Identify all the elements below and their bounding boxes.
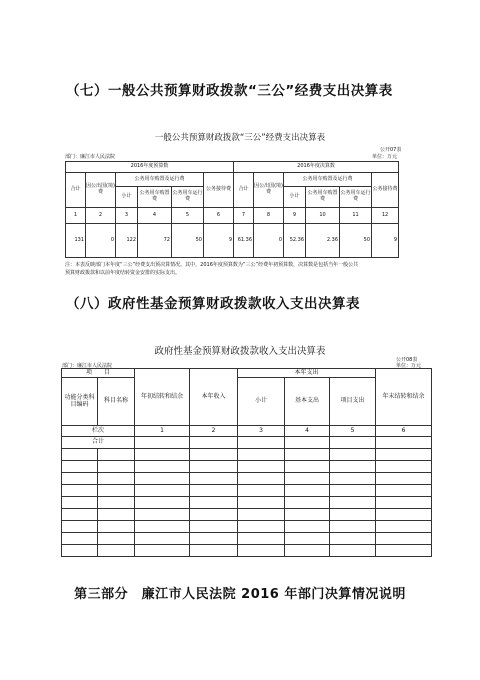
empty-cell bbox=[238, 437, 285, 449]
table-row bbox=[62, 521, 432, 533]
header-basic: 基本支出 bbox=[285, 378, 330, 426]
value-cell: 50 bbox=[172, 224, 204, 258]
value-cell: 2.36 bbox=[306, 224, 340, 258]
header-func-code: 功能分类科目编码 bbox=[62, 378, 98, 426]
table-row bbox=[62, 509, 432, 521]
col-number: 3 bbox=[116, 208, 138, 224]
table-row bbox=[62, 449, 432, 461]
col-number: 1 bbox=[66, 208, 86, 224]
table-row bbox=[62, 473, 432, 485]
header-project: 项目支出 bbox=[330, 378, 376, 426]
table7-title: 一般公共预算财政拨款“三公”经费支出决算表 bbox=[154, 133, 326, 143]
header-total: 合计 bbox=[234, 173, 254, 208]
header-total: 合计 bbox=[66, 173, 86, 208]
row-index-label: 栏次 bbox=[62, 426, 135, 437]
empty-cell bbox=[330, 437, 376, 449]
header-subtotal: 小计 bbox=[284, 187, 306, 208]
value-cell: 52.36 bbox=[284, 224, 306, 258]
value-cell: 9 bbox=[204, 224, 234, 258]
value-cell: 131 bbox=[66, 224, 86, 258]
table-row bbox=[62, 533, 432, 545]
table-row bbox=[62, 485, 432, 497]
row-total-label: 合计 bbox=[62, 437, 135, 449]
col-number: 7 bbox=[234, 208, 254, 224]
col-number: 12 bbox=[372, 208, 399, 224]
header-subtotal: 小计 bbox=[116, 187, 138, 208]
col-index: 1 bbox=[135, 426, 190, 437]
value-cell: 9 bbox=[372, 224, 399, 258]
value-cell: 72 bbox=[138, 224, 172, 258]
value-cell: 0 bbox=[86, 224, 116, 258]
table-row bbox=[62, 461, 432, 473]
col-index: 2 bbox=[190, 426, 238, 437]
col-number: 9 bbox=[284, 208, 306, 224]
table7-note-line2: 预算财政拨款和以前年度结转资金安排的实际支出。 bbox=[65, 270, 181, 276]
header-vehicle-run: 公务用车运行费 bbox=[172, 187, 204, 208]
empty-cell bbox=[285, 437, 330, 449]
value-cell: 61.36 bbox=[234, 224, 254, 258]
col-index: 6 bbox=[376, 426, 432, 437]
part3-heading: 第三部分 廉江市人民法院 2016 年部门决算情况说明 bbox=[74, 587, 406, 602]
col-number: 6 bbox=[204, 208, 234, 224]
table8-form-no: 公开08表 bbox=[396, 357, 418, 363]
table7-note-line1: 注：本表反映部门本年度“三公”经费支出预决算情况。其中，2016年度预算数为“三公”经费年初预算数，决算数是包括当年一般公共 bbox=[65, 262, 359, 268]
col-number: 11 bbox=[340, 208, 372, 224]
table7-form-no: 公开07表 bbox=[380, 147, 402, 153]
header-vehicle-run: 公务用车运行费 bbox=[340, 187, 372, 208]
header-subject-name: 科目名称 bbox=[98, 378, 135, 426]
table8-title: 政府性基金预算财政拨款收入支出决算表 bbox=[154, 346, 326, 357]
col-number: 10 bbox=[306, 208, 340, 224]
table8-unit: 单位：万元 bbox=[396, 363, 422, 369]
value-cell: 0 bbox=[254, 224, 284, 258]
section7-heading: （七）一般公共预算财政拨款“三公”经费支出决算表 bbox=[66, 83, 393, 99]
table8 bbox=[61, 368, 432, 557]
header-vehicle-group: 公务用车购置及运行费 bbox=[284, 173, 372, 187]
header-vehicle-purchase: 公务用车购置费 bbox=[138, 187, 172, 208]
header-reception: 公务接待费 bbox=[372, 173, 399, 208]
header-item: 项 目 bbox=[62, 369, 135, 378]
header-reception: 公务接待费 bbox=[204, 173, 234, 208]
empty-cell bbox=[376, 437, 432, 449]
col-number: 8 bbox=[254, 208, 284, 224]
header-closing: 年末结转和结余 bbox=[376, 369, 432, 426]
table7-unit: 单位：万元 bbox=[372, 154, 398, 160]
empty-cell bbox=[190, 437, 238, 449]
value-cell: 122 bbox=[116, 224, 138, 258]
col-number: 5 bbox=[172, 208, 204, 224]
header-vehicle-purchase: 公务用车购置费 bbox=[306, 187, 340, 208]
table8-dept: 部门：廉江市人民法院 bbox=[62, 363, 113, 369]
col-number: 4 bbox=[138, 208, 172, 224]
header-subtotal: 小计 bbox=[238, 378, 285, 426]
table7-dept: 部门：廉江市人民法院 bbox=[65, 154, 116, 160]
empty-cell bbox=[135, 437, 190, 449]
table7 bbox=[65, 161, 399, 258]
value-cell: 50 bbox=[340, 224, 372, 258]
header-income: 本年收入 bbox=[190, 369, 238, 426]
header-vehicle-group: 公务用车购置及运行费 bbox=[116, 173, 204, 187]
table-row bbox=[62, 497, 432, 509]
header-opening: 年初结转和结余 bbox=[135, 369, 190, 426]
col-index: 5 bbox=[330, 426, 376, 437]
header-final-group: 2016年度决算数 bbox=[234, 162, 399, 173]
header-budget-group: 2016年度预算数 bbox=[66, 162, 234, 173]
col-index: 4 bbox=[285, 426, 330, 437]
header-abroad: 因公出国(境)费 bbox=[254, 173, 284, 208]
col-number: 2 bbox=[86, 208, 116, 224]
table-row bbox=[62, 545, 432, 557]
header-abroad: 因公出国(境)费 bbox=[86, 173, 116, 208]
section8-heading: （八）政府性基金预算财政拨款收入支出决算表 bbox=[66, 296, 360, 312]
header-expense-group: 本年支出 bbox=[238, 369, 376, 378]
col-index: 3 bbox=[238, 426, 285, 437]
